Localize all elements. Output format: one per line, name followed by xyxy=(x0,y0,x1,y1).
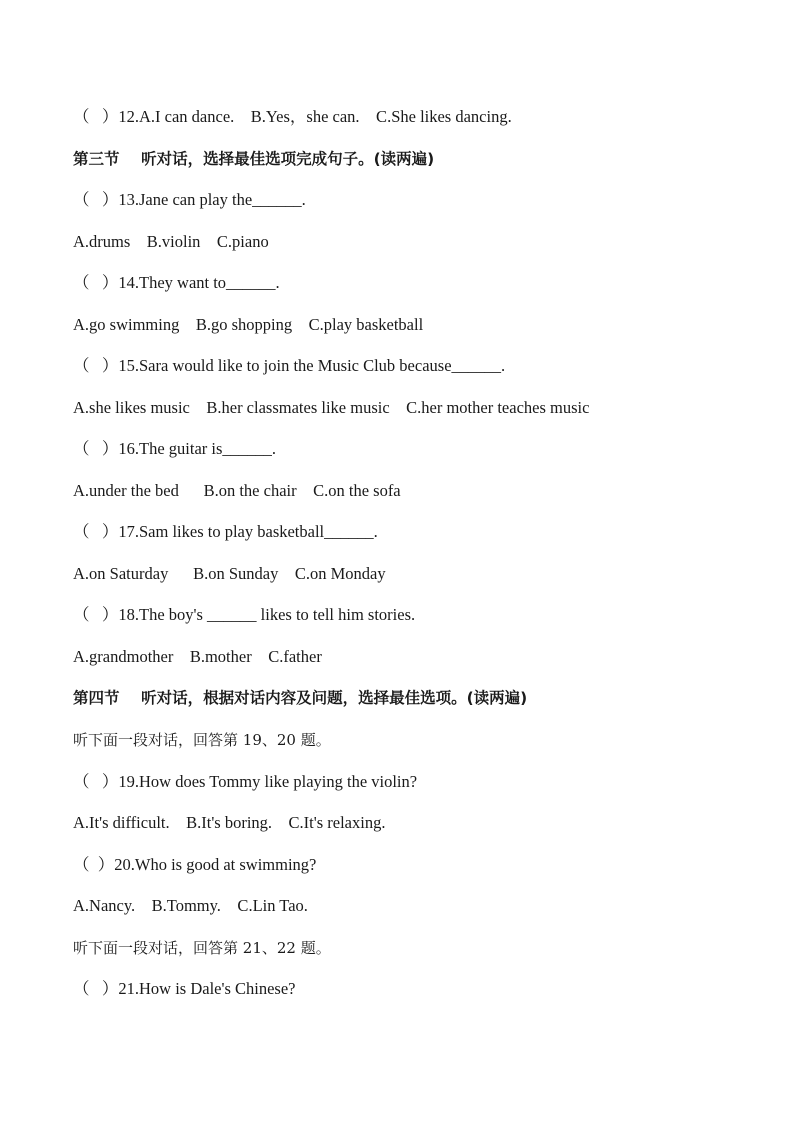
question-14: （ ）14.They want to______. xyxy=(73,273,280,292)
options-16: A.under the bed B.on the chair C.on the sofa xyxy=(73,481,401,500)
listening-instruction-19-20: 听下面一段对话，回答第 19、20 题。 xyxy=(73,731,331,749)
options-19: A.It's difficult. B.It's boring. C.It's relaxing. xyxy=(73,813,386,832)
question-16: （ ）16.The guitar is______. xyxy=(73,439,277,458)
question-17: （ ）17.Sam likes to play basketball______. xyxy=(73,522,378,541)
question-19: （ ）19.How does Tommy like playing the violin? xyxy=(73,772,418,791)
listening-instruction-21-22: 听下面一段对话，回答第 21、22 题。 xyxy=(73,939,331,957)
question-15: （ ）15.Sara would like to join the Music Club because______. xyxy=(73,356,506,375)
options-14: A.go swimming B.go shopping C.play basketball xyxy=(73,315,424,334)
options-15: A.she likes music B.her classmates like music C.her mother teaches music xyxy=(73,398,590,417)
options-20: A.Nancy. B.Tommy. C.Lin Tao. xyxy=(73,896,308,915)
options-18: A.grandmother B.mother C.father xyxy=(73,647,322,666)
question-21: （ ）21.How is Dale's Chinese? xyxy=(73,979,296,998)
section-3-heading: 第三节 听对话，选择最佳选项完成句子。(读两遍) xyxy=(73,150,435,168)
question-20: （ ）20.Who is good at swimming? xyxy=(73,855,317,874)
options-17: A.on Saturday B.on Sunday C.on Monday xyxy=(73,564,386,583)
options-13: A.drums B.violin C.piano xyxy=(73,232,269,251)
question-12: （ ）12.A.I can dance. B.Yes，she can. C.She likes dancing. xyxy=(73,107,512,126)
section-4-heading: 第四节 听对话，根据对话内容及问题，选择最佳选项。(读两遍) xyxy=(73,689,528,707)
question-13: （ ）13.Jane can play the______. xyxy=(73,190,306,209)
question-18: （ ）18.The boy's ______ likes to tell him stories. xyxy=(73,605,416,624)
